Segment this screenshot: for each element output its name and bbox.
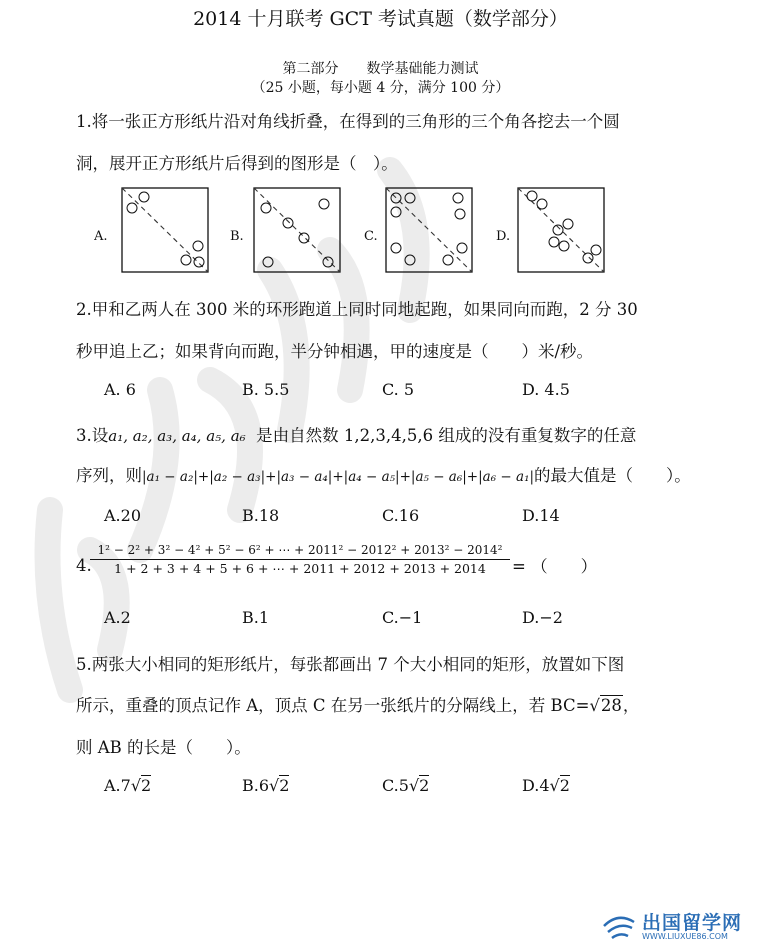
q1-line2: 洞，展开正方形纸片后得到的图形是（ ）。 xyxy=(76,154,398,173)
q3-line2-prefix: 序列，则 xyxy=(76,466,142,485)
sqrt-sign: √ xyxy=(549,776,560,795)
q2-option-c: C. 5 xyxy=(382,380,415,399)
q2-option-d: D. 4.5 xyxy=(522,380,570,399)
q4-option-c: C.−1 xyxy=(382,608,423,627)
logo-text: 出国留学网 xyxy=(642,912,743,934)
q5-line2-suffix: ， xyxy=(622,696,640,715)
fig-label-a: A. xyxy=(94,229,108,244)
option-radicand: 2 xyxy=(559,776,570,795)
q3-variables: a₁, a₂, a₃, a₄, a₅, a₆ xyxy=(108,427,246,445)
q5-option-d xyxy=(522,776,570,795)
q4-fraction xyxy=(90,543,510,576)
fig-label-b: B. xyxy=(230,229,244,244)
q3-line2-suffix: 的最大值是（ ）。 xyxy=(534,466,691,485)
q2-option-a: A. 6 xyxy=(104,380,136,399)
q5-radicand: 28 xyxy=(600,696,622,715)
q1-figures xyxy=(94,184,614,276)
q3-line1-suffix: 是由自然数 1,2,3,4,5,6 组成的没有重复数字的任意 xyxy=(256,426,637,445)
site-logo[interactable] xyxy=(600,908,758,946)
q4-option-a: A.2 xyxy=(104,608,131,627)
q5-line2-prefix: 所示，重叠的顶点记作 A，顶点 C 在另一张纸片的分隔线上，若 BC= xyxy=(76,696,590,715)
fraction-bar xyxy=(90,559,510,560)
q2-option-b: B. 5.5 xyxy=(242,380,290,399)
figure-a xyxy=(122,188,208,272)
section-heading: 第二部分 数学基础能力测试 xyxy=(282,61,479,77)
q3-prefix: 3.设 xyxy=(76,426,109,445)
option-coef: 6 xyxy=(258,776,270,795)
q4-prefix: 4. xyxy=(76,556,92,575)
option-prefix: D. xyxy=(522,776,540,795)
fig-label-d: D. xyxy=(496,229,511,244)
q4-numerator: 1² − 2² + 3² − 4² + 5² − 6² + ⋯ + 2011² − 2012² + 2013² − 2014² xyxy=(97,543,503,557)
sqrt-sign: √ xyxy=(589,696,600,715)
q3-option-a: A.20 xyxy=(104,506,141,525)
sqrt-sign: √ xyxy=(269,776,280,795)
q5-option-b xyxy=(242,776,289,795)
logo-url: WWW.LIUXUE86.COM xyxy=(642,932,728,941)
q4-option-d: D.−2 xyxy=(522,608,563,627)
option-coef: 7 xyxy=(120,776,131,795)
q3-option-c: C.16 xyxy=(382,506,420,525)
figure-c xyxy=(386,188,472,272)
q3-line2 xyxy=(76,462,691,486)
q5-line2 xyxy=(76,692,639,716)
option-coef: 4 xyxy=(539,776,550,795)
document-title: 2014 十月联考 GCT 考试真题（数学部分） xyxy=(193,8,568,30)
option-radicand: 2 xyxy=(141,776,152,795)
sqrt-sign: √ xyxy=(408,776,420,795)
q4-denominator: 1 + 2 + 3 + 4 + 5 + 6 + ⋯ + 2011 + 2012 + 2013 + 2014 xyxy=(114,561,486,576)
q4-option-b: B.1 xyxy=(242,608,270,627)
q5-option-c xyxy=(382,776,429,795)
option-prefix: B. xyxy=(242,776,259,795)
option-prefix: C. xyxy=(382,776,399,795)
q5-option-a xyxy=(104,776,151,795)
figure-d xyxy=(518,188,604,272)
q2-line2: 秒甲追上乙；如果背向而跑，半分钟相遇，甲的速度是（ ）米/秒。 xyxy=(76,342,594,361)
q4-suffix: = （ ） xyxy=(512,557,598,576)
section-note: （25 小题，每小题 4 分，满分 100 分） xyxy=(251,80,510,96)
q5-line1: 5.两张大小相同的矩形纸片，每张都画出 7 个大小相同的矩形，放置如下图 xyxy=(76,655,625,674)
q3-expression: |a₁ − a₂|+|a₂ − a₃|+|a₃ − a₄|+|a₄ − a₅|+|a₅ − a₆|+|a₆ − a₁| xyxy=(142,469,535,485)
q1-line1: 1.将一张正方形纸片沿对角线折叠，在得到的三角形的三个角各挖去一个圆 xyxy=(76,112,620,131)
sqrt-sign: √ xyxy=(130,776,142,795)
q3-option-b: B.18 xyxy=(242,506,280,525)
q3-option-d: D.14 xyxy=(522,506,560,525)
option-coef: 5 xyxy=(398,776,409,795)
q3-line1 xyxy=(76,422,636,446)
option-radicand: 2 xyxy=(419,776,430,795)
figure-b xyxy=(254,188,340,272)
q5-line3: 则 AB 的长是（ ）。 xyxy=(76,738,251,757)
fig-label-c: C. xyxy=(364,229,378,244)
q2-line1: 2.甲和乙两人在 300 米的环形跑道上同时同地起跑，如果同向而跑，2 分 30 xyxy=(76,300,638,319)
option-prefix: A. xyxy=(104,776,121,795)
option-radicand: 2 xyxy=(279,776,290,795)
